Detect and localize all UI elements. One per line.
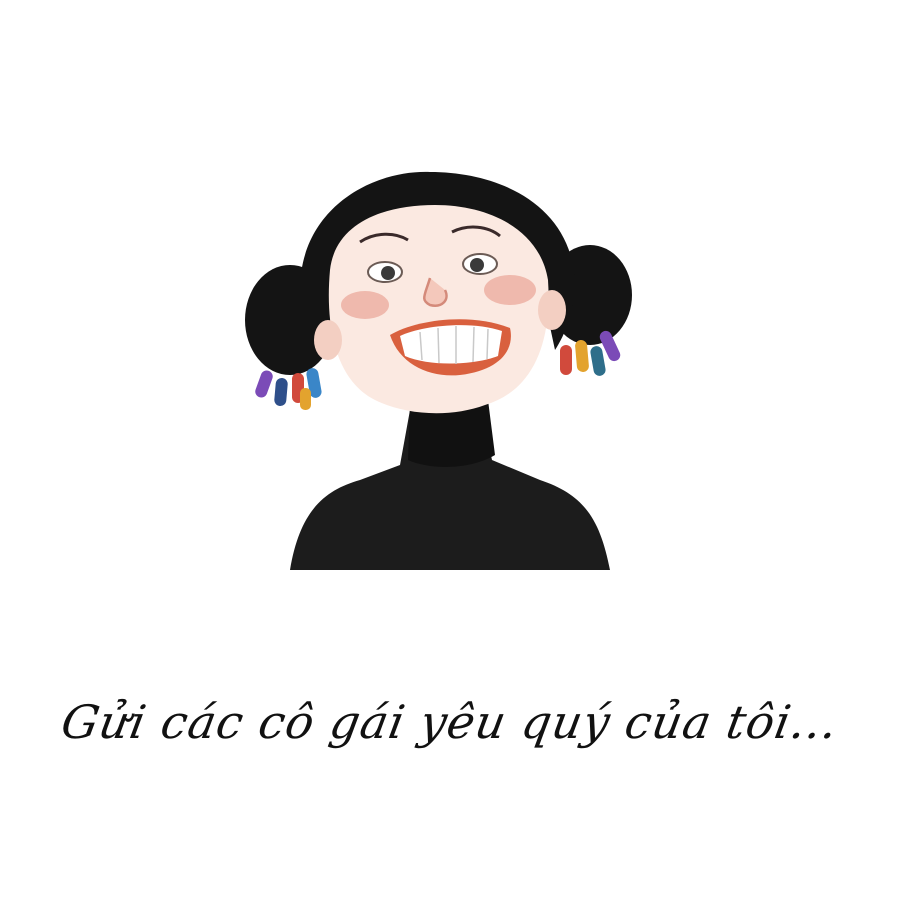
right-ear	[538, 290, 566, 330]
left-ear	[314, 320, 342, 360]
girl-illustration	[230, 160, 650, 580]
left-cheek	[341, 291, 389, 319]
right-pupil	[470, 258, 484, 272]
left-pupil	[381, 266, 395, 280]
right-cheek	[484, 275, 536, 305]
caption-text: Gửi các cô gái yêu quý của tôi...	[57, 695, 843, 749]
